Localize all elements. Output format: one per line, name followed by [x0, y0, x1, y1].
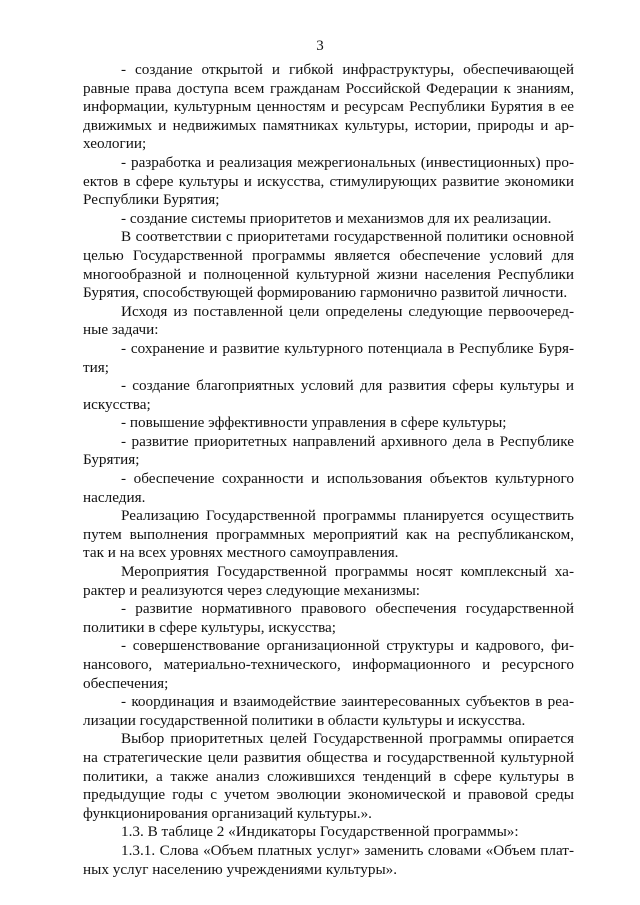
- page-number: 3: [316, 38, 324, 54]
- paragraph-list-item: - развитие нормативного правового обеспечения государственной политики в сфере культуры, искусства;: [83, 600, 574, 636]
- paragraph: Исходя из поставленной цели определены следующие первоочередные задачи:: [83, 302, 574, 339]
- paragraph-list-item: - повышение эффективности управления в сфере культуры;: [121, 414, 507, 432]
- paragraph-list-item: - создание открытой и гибкой инфраструктуры, обеспечивающей равные права доступа всем гражданам Российской Федерации к знаниям, информации, культурным ценностям и ресурсам Республики Бурятия в ее движимых и недвижимых памятниках культуры, истории, природы и археологии;: [83, 61, 574, 153]
- paragraph-list-item: - создание системы приоритетов и механизмов для их реализации.: [121, 209, 552, 227]
- paragraph: В соответствии с приоритетами государственной политики основной целью Государственной программы является обеспечение условий для многообразной и полноценной культурной жизни населения Республики Бурятия, способствующей формированию гармонично развитой личности.: [83, 228, 574, 302]
- paragraph-list-item: - координация и взаимодействие заинтересованных субъектов в реализации государственной политики в области культуры и искусства.: [83, 693, 574, 729]
- paragraph-list-item: - развитие приоритетных направлений архивного дела в Республике Бурятия;: [83, 432, 574, 469]
- paragraph-list-item: - разработка и реализация межрегиональных (инвестиционных) проектов в сфере культуры и искусства, стимулирующих развитие экономики Республики Бурятия;: [83, 153, 574, 209]
- paragraph-list-item: - совершенствование организационной структуры и кадрового, финансового, материально-технического, информационного и ресурсного обеспечения;: [83, 637, 574, 692]
- body-text: [83, 61, 574, 879]
- paragraph-list-item: - создание благоприятных условий для развития сферы культуры и искусства;: [83, 377, 574, 413]
- paragraph-list-item: - сохранение и развитие культурного потенциала в Республике Бурятия;: [83, 339, 574, 376]
- paragraph-list-item: - обеспечение сохранности и использования объектов культурного наследия.: [83, 470, 574, 506]
- paragraph-section-item: 1.3. В таблице 2 «Индикаторы Государственной программы»:: [121, 823, 519, 841]
- paragraph-section-item: 1.3.1. Слова «Объем платных услуг» заменить словами «Объем платных услуг населению учреждениями культуры».: [83, 841, 574, 878]
- paragraph: Мероприятия Государственной программы носят комплексный характер и реализуются через следующие механизмы:: [83, 563, 574, 599]
- paragraph: Выбор приоритетных целей Государственной программы опирается на стратегические цели развития общества и государственной культурной политики, а также анализ сложившихся тенденций в сфере культуры в предыдущие годы с учетом эволюции экономической и правовой среды функционирования организаций культуры.».: [83, 730, 574, 822]
- paragraph: Реализацию Государственной программы планируется осуществить путем выполнения программных мероприятий как на республиканском, так и на всех уровнях местного самоуправления.: [83, 507, 574, 562]
